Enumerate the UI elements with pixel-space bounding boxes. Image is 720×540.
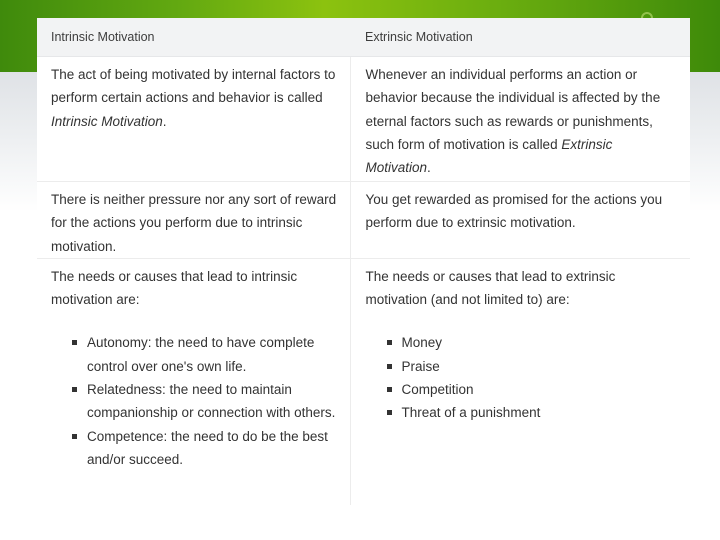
cell-intrinsic-reward [37,182,350,259]
bullet-icon [387,364,392,369]
definition-body: The act of being motivated by internal factors to perform certain actions and behavior is called [51,67,336,106]
table-row [37,258,690,505]
definition-term: Extrinsic Motivation [365,136,613,176]
list-item-text: Competition [401,382,474,398]
list-item [51,378,340,425]
table-row [37,182,690,259]
comparison-table [37,18,690,505]
cell-extrinsic-reward [350,182,690,259]
list-item-text: Money [401,335,443,351]
bullet-icon [387,410,392,415]
bullet-icon [72,434,77,439]
table-row [37,57,690,182]
needs-list [51,331,340,471]
list-item-text: Threat of a punishment [401,405,541,421]
definition-period: . [427,160,431,176]
definition-term: Intrinsic Motivation [51,113,163,129]
list-item [366,331,681,354]
cell-extrinsic-definition [350,57,690,182]
bullet-icon [387,387,392,392]
definition-text [366,63,681,179]
reward-text: There is neither pressure nor any sort of reward for the actions you perform due to intrinsic motivation. [51,192,337,254]
definition-period: . [162,113,167,129]
bullet-icon [72,340,77,345]
list-item [51,331,340,378]
header-extrinsic: Extrinsic Motivation [350,18,690,57]
list-item [366,378,681,401]
cell-intrinsic-needs [37,258,350,505]
bullet-icon [387,340,392,345]
definition-body: Whenever an individual performs an action or behavior because the individual is affected by the eternal factors such as rewards or punishments, such form of motivation is called [365,67,661,152]
list-item-text: Competence: the need to do be the best and/or succeed. [87,428,328,467]
list-item-text: Praise [401,358,440,374]
needs-list [366,331,681,424]
reward-text: You get rewarded as promised for the actions you perform due to extrinsic motivation. [365,192,663,231]
list-item-text: Autonomy: the need to have complete control over one's own life. [87,335,315,374]
cell-intrinsic-definition [37,57,350,182]
needs-intro: The needs or causes that lead to intrinsic motivation are: [51,268,298,308]
header-intrinsic: Intrinsic Motivation [37,18,350,57]
comparison-document [37,18,690,516]
table-header-row [37,18,690,57]
list-item [366,355,681,378]
list-item [51,425,340,472]
list-item-text: Relatedness: the need to maintain companionship or connection with others. [87,382,336,421]
cell-extrinsic-needs [350,258,690,505]
needs-intro: The needs or causes that lead to extrinsic motivation (and not limited to) are: [365,268,616,308]
bullet-icon [72,387,77,392]
list-item [366,401,681,424]
definition-text [51,63,340,133]
